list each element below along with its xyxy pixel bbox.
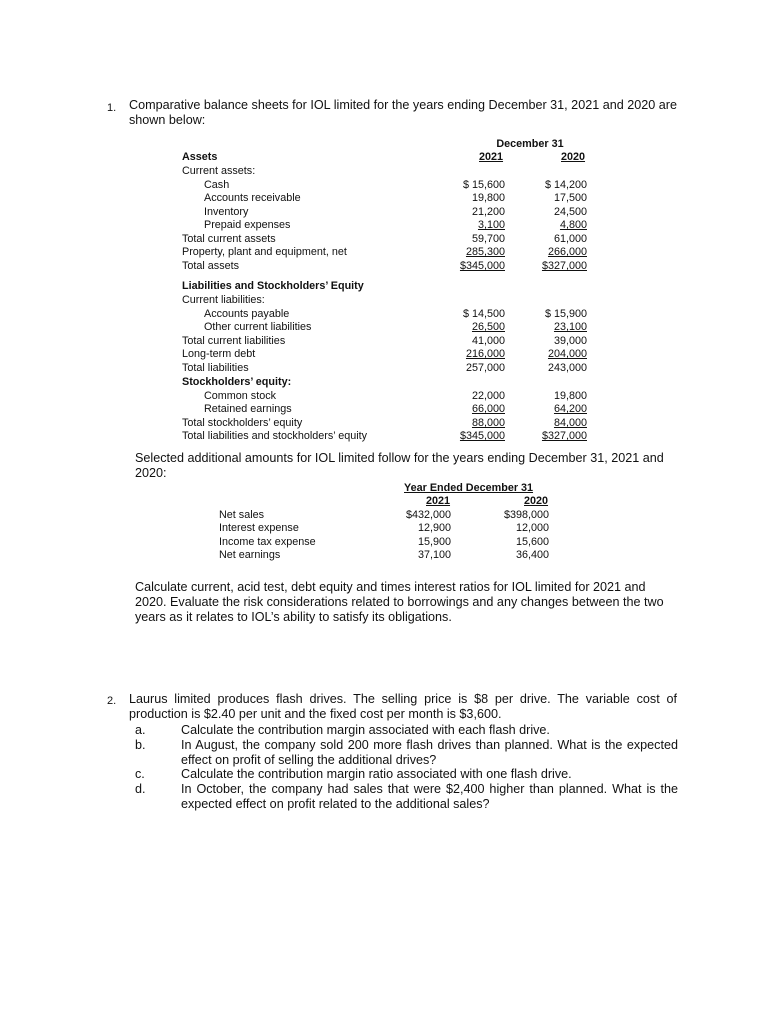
table-cell-2020: $327,000 xyxy=(541,430,587,442)
part-letter: c. xyxy=(135,767,145,781)
table-cell-2021: $345,000 xyxy=(459,260,505,272)
table-cell-2021: 41,000 xyxy=(471,335,505,347)
table-cell-2020: 266,000 xyxy=(547,246,587,258)
part-text: In October, the company had sales that were $2,400 higher than planned. What is the expected effect on profit related to the additional sales? xyxy=(181,782,678,811)
table-cell-2020: $ 14,200 xyxy=(544,179,587,191)
table-cell-2021: 59,700 xyxy=(471,233,505,245)
table-cell-2021: 26,500 xyxy=(471,321,505,333)
table-cell-2020: $398,000 xyxy=(503,509,549,521)
question-2-intro: Laurus limited produces flash drives. The selling price is $8 per drive. The variable cost of production is $2.40 per unit and the fixed cost per month is $3,600. xyxy=(129,692,677,721)
table-cell-2021: 66,000 xyxy=(471,403,505,415)
table-cell-2020: 24,500 xyxy=(553,206,587,218)
table-row-label: Total assets xyxy=(182,260,240,272)
table-row-label: Net earnings xyxy=(219,549,281,561)
bs-col-2021: 2021 xyxy=(479,151,504,163)
table-cell-2021: 257,000 xyxy=(465,362,505,374)
question-1-intro: Comparative balance sheets for IOL limited for the years ending December 31, 2021 and 2020 are shown below: xyxy=(129,98,677,127)
table-cell-2021: 285,300 xyxy=(465,246,505,258)
table-row-label: Long-term debt xyxy=(182,348,256,360)
table-cell-2021: $345,000 xyxy=(459,430,505,442)
table-cell-2021: 15,900 xyxy=(417,536,451,548)
question-2-number: 2. xyxy=(107,695,117,707)
is-col-2020: 2020 xyxy=(524,495,549,507)
table-row-label: Accounts payable xyxy=(204,308,290,320)
table-cell-2020: 243,000 xyxy=(547,362,587,374)
table-cell-2021: 37,100 xyxy=(417,549,451,561)
table-row-label: Interest expense xyxy=(219,522,299,534)
table-cell-2020: 84,000 xyxy=(553,417,587,429)
table-cell-2021: $ 14,500 xyxy=(462,308,505,320)
table-row-label: Retained earnings xyxy=(204,403,292,415)
table-row-label: Total liabilities xyxy=(182,362,249,374)
table-cell-2020: 15,600 xyxy=(515,536,549,548)
table-row-label: Accounts receivable xyxy=(204,192,301,204)
table-row-label: Other current liabilities xyxy=(204,321,312,333)
table-cell-2021: 22,000 xyxy=(471,390,505,402)
part-letter: a. xyxy=(135,723,146,737)
table-row-label: Prepaid expenses xyxy=(204,219,291,231)
table-cell-2020: 12,000 xyxy=(515,522,549,534)
table-cell-2021: $432,000 xyxy=(405,509,451,521)
table-cell-2021: 3,100 xyxy=(477,219,505,231)
table-cell-2021: 19,800 xyxy=(471,192,505,204)
table-cell-2020: 64,200 xyxy=(553,403,587,415)
table-cell-2020: 39,000 xyxy=(553,335,587,347)
table-cell-2020: 19,800 xyxy=(553,390,587,402)
table-cell-2020: 204,000 xyxy=(547,348,587,360)
part-text: Calculate the contribution margin ratio associated with one flash drive. xyxy=(181,767,572,781)
is-col-2021: 2021 xyxy=(426,495,451,507)
table-cell-2020: 4,800 xyxy=(559,219,587,231)
table-cell-2021: 21,200 xyxy=(471,206,505,218)
table-cell-2021: 216,000 xyxy=(465,348,505,360)
table-cell-2020: 17,500 xyxy=(553,192,587,204)
part-text: In August, the company sold 200 more flash drives than planned. What is the expected effect on profit of selling the additional drives? xyxy=(181,738,678,767)
liabilities-heading: Liabilities and Stockholders’ Equity xyxy=(182,280,364,292)
table-row-label: Inventory xyxy=(204,206,249,218)
table-cell-2020: 36,400 xyxy=(515,549,549,561)
table-row-label: Cash xyxy=(204,179,230,191)
table-row-label: Total current assets xyxy=(182,233,276,245)
table-cell-2020: $ 15,900 xyxy=(544,308,587,320)
table-row-label: Common stock xyxy=(204,390,276,402)
bs-col-2020: 2020 xyxy=(561,151,586,163)
part-letter: d. xyxy=(135,782,146,796)
table-cell-2020: 23,100 xyxy=(553,321,587,333)
table-cell-2021: 12,900 xyxy=(417,522,451,534)
equity-heading: Stockholders’ equity: xyxy=(182,376,292,388)
bs-date-header: December 31 xyxy=(496,138,564,150)
question-1-number: 1. xyxy=(107,102,117,114)
table-row-label: Total liabilities and stockholders’ equity xyxy=(182,430,368,442)
table-cell-2020: 61,000 xyxy=(553,233,587,245)
selected-amounts-intro: Selected additional amounts for IOL limited follow for the years ending December 31, 2021 and 2020: xyxy=(135,451,664,480)
table-cell-2021: 88,000 xyxy=(471,417,505,429)
table-cell-2021: $ 15,600 xyxy=(462,179,505,191)
part-letter: b. xyxy=(135,738,146,752)
table-row-label: Property, plant and equipment, net xyxy=(182,246,347,258)
table-row-label: Net sales xyxy=(219,509,265,521)
current-liabilities-label: Current liabilities: xyxy=(182,294,265,306)
table-row-label: Total current liabilities xyxy=(182,335,286,347)
assets-heading: Assets xyxy=(182,151,218,163)
table-cell-2020: $327,000 xyxy=(541,260,587,272)
table-row-label: Income tax expense xyxy=(219,536,316,548)
current-assets-label: Current assets: xyxy=(182,165,256,177)
is-header: Year Ended December 31 xyxy=(404,482,534,494)
question-1-task: Calculate current, acid test, debt equity and times interest ratios for IOL limited for 2021 and 2020. Evaluate the risk considerations related to borrowings and any changes between the two years as it relates to IOL’s ability to satisfy its obligations. xyxy=(135,580,664,624)
part-text: Calculate the contribution margin associated with each flash drive. xyxy=(181,723,550,737)
table-row-label: Total stockholders’ equity xyxy=(182,417,303,429)
